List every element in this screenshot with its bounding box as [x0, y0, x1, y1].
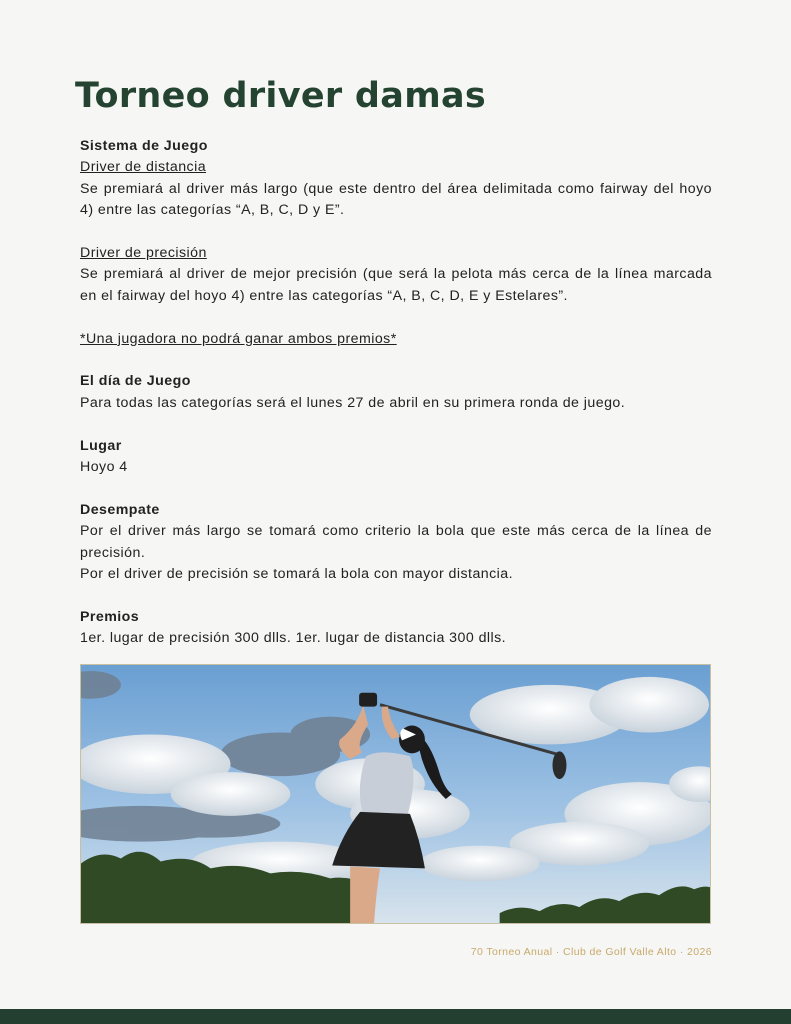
golfer-swing-illustration: [81, 665, 710, 923]
desempate-line-1: Por el driver más largo se tomará como criterio la bola que este más cerca de la línea de precisión.: [80, 523, 712, 561]
distancia-heading: Driver de distancia: [80, 159, 207, 176]
golfer-photo: [80, 664, 711, 924]
document-body: [80, 136, 712, 650]
sistema-heading: Sistema de Juego: [80, 138, 208, 154]
dia-text: Para todas las categorías será el lunes 27 de abril en su primera ronda de juego.: [80, 394, 626, 411]
premios-text: 1er. lugar de precisión 300 dlls. 1er. lugar de distancia 300 dlls.: [80, 630, 507, 647]
lugar-heading: Lugar: [80, 437, 122, 454]
precision-heading: Driver de precisión: [80, 245, 207, 262]
lugar-text: Hoyo 4: [80, 459, 128, 476]
premio-note: *Una jugadora no podrá ganar ambos premios*: [80, 330, 397, 347]
precision-text: Se premiará al driver de mejor precisión (que será la pelota más cerca de la línea marcada en el fairway del hoyo 4) entre las categorías “A, B, C, D, E y Estelares”.: [80, 266, 712, 304]
distancia-text: Se premiará al driver más largo (que este dentro del área delimitada como fairway del hoyo 4) entre las categorías “A, B, C, D y E”.: [80, 180, 712, 219]
footer-caption: 70 Torneo Anual · Club de Golf Valle Alto · 2026: [470, 946, 712, 958]
dia-heading: El día de Juego: [80, 373, 191, 390]
desempate-heading: Desempate: [80, 501, 160, 518]
desempate-line-2: Por el driver de precisión se tomará la bola con mayor distancia.: [80, 566, 513, 583]
club-head: [553, 751, 567, 779]
premios-heading: Premios: [80, 608, 140, 625]
page-title: Torneo driver damas: [75, 76, 487, 116]
footer-bar: [0, 1009, 791, 1024]
